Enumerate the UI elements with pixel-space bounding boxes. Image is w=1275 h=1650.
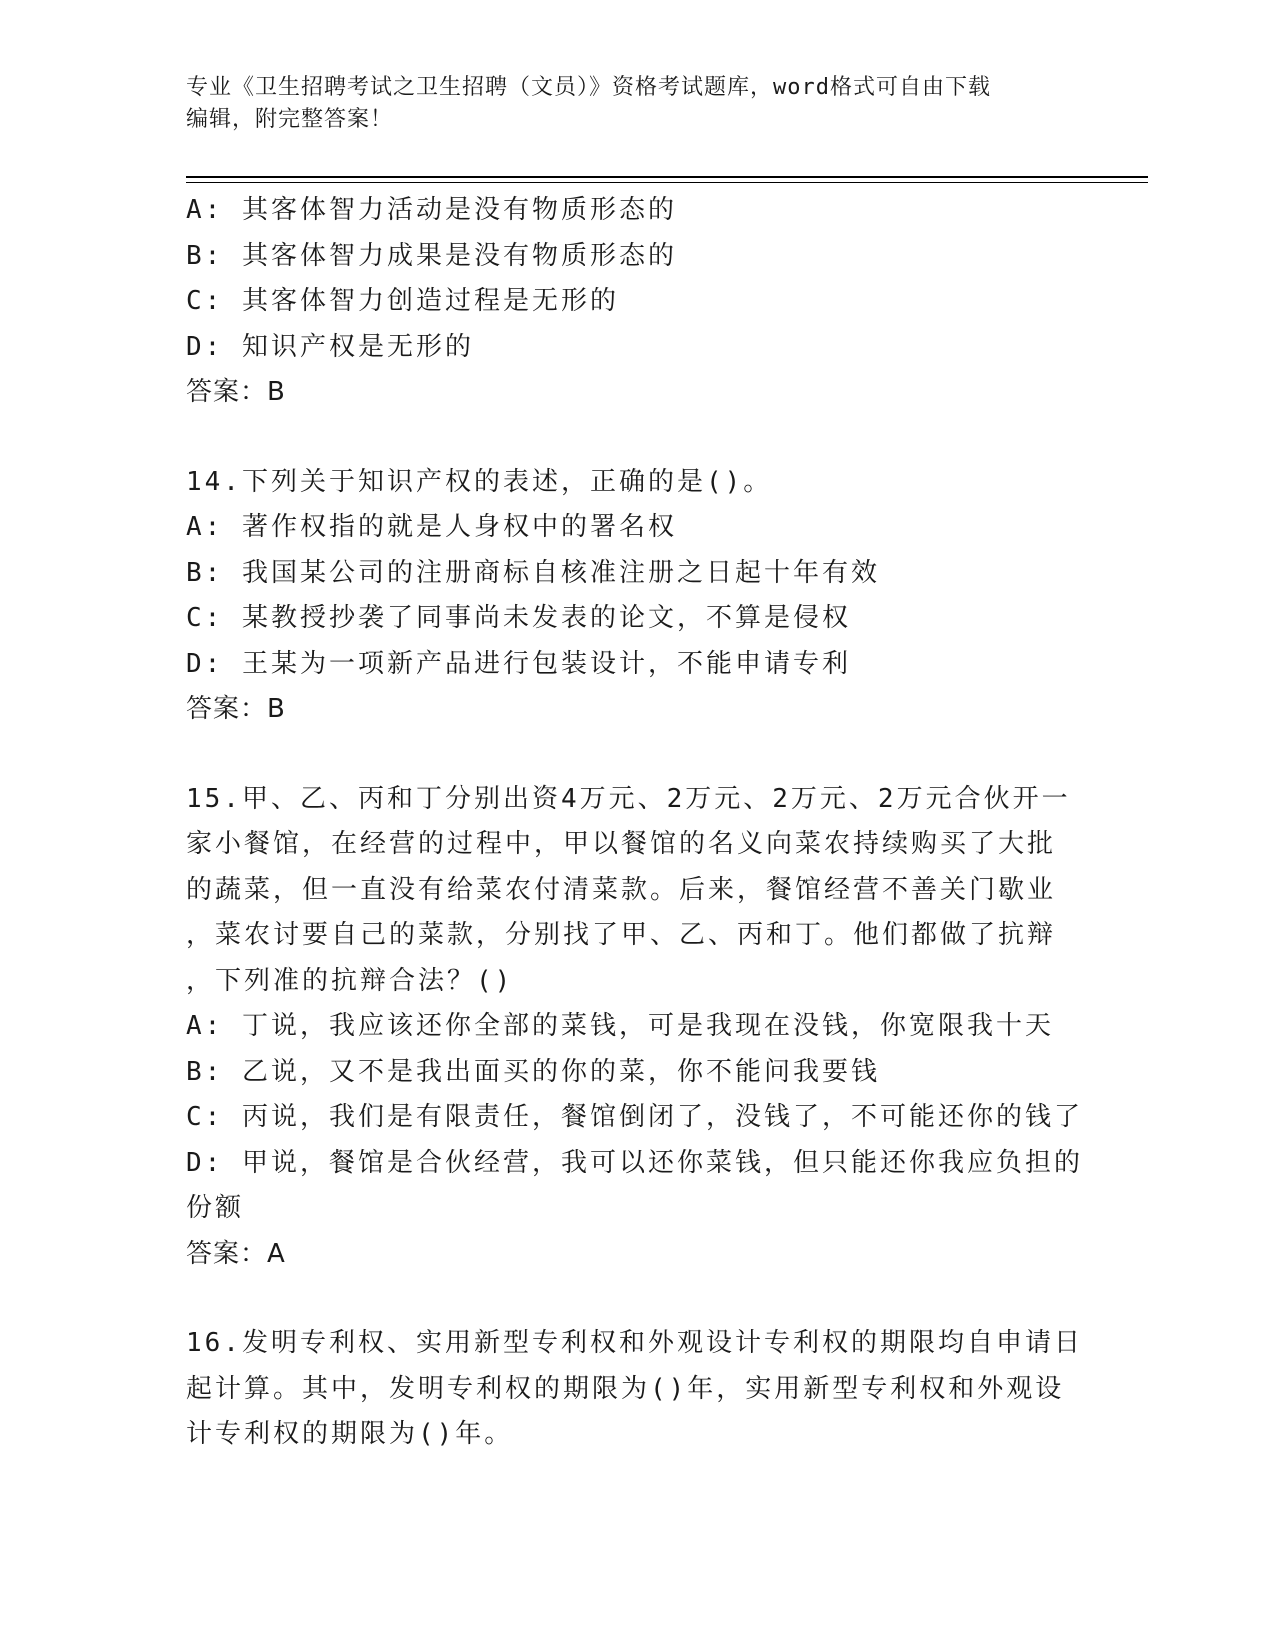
option-a: A: 丁说，我应该还你全部的菜钱，可是我现在没钱，你宽限我十天: [186, 1011, 1054, 1041]
option-c: C: 其客体智力创造过程是无形的: [186, 286, 619, 316]
header-line-1: 专业《卫生招聘考试之卫生招聘（文员）》资格考试题库，word格式可自由下载: [186, 75, 991, 100]
document-header: [186, 72, 1066, 136]
question-stem-line: ，下列准的抗辩合法？(): [186, 965, 514, 996]
question-stem-line: 的蔬菜，但一直没有给菜农付清菜款。后来，餐馆经营不善关门歇业: [186, 874, 1057, 905]
question-14: [186, 460, 1086, 733]
option-d-continued: 份额: [186, 1193, 245, 1223]
option-a: A: 其客体智力活动是没有物质形态的: [186, 195, 677, 225]
option-d: D: 王某为一项新产品进行包装设计，不能申请专利: [186, 648, 851, 679]
option-b: B: 乙说，又不是我出面买的你的菜，你不能问我要钱: [186, 1056, 880, 1087]
option-c: C: 丙说，我们是有限责任，餐馆倒闭了，没钱了，不可能还你的钱了: [186, 1102, 1083, 1132]
option-d: D: 甲说，餐馆是合伙经营，我可以还你菜钱，但只能还你我应负担的: [186, 1147, 1083, 1178]
option-b: B: 其客体智力成果是没有物质形态的: [186, 240, 677, 271]
question-content: [186, 188, 1086, 1458]
header-divider-thin: [186, 182, 1148, 183]
question-spacer: [186, 733, 1086, 777]
answer-line: 答案：B: [186, 377, 286, 407]
option-d: D: 知识产权是无形的: [186, 331, 474, 362]
answer-line: 答案：B: [186, 694, 286, 724]
question-stem: 14.下列关于知识产权的表述，正确的是()。: [186, 466, 773, 497]
question-stem-line: 计专利权的期限为()年。: [186, 1419, 514, 1449]
header-divider-thick: [186, 176, 1148, 178]
option-b: B: 我国某公司的注册商标自核准注册之日起十年有效: [186, 557, 880, 588]
header-line-2: 编辑，附完整答案！: [186, 107, 394, 132]
question-stem-line: 16.发明专利权、实用新型专利权和外观设计专利权的期限均自申请日: [186, 1328, 1083, 1358]
question-16: [186, 1321, 1086, 1458]
question-spacer: [186, 416, 1086, 460]
question-stem-line: 家小餐馆，在经营的过程中，甲以餐馆的名义向菜农持续购买了大批: [186, 829, 1057, 859]
question-stem-line: 起计算。其中，发明专利权的期限为()年，实用新型专利权和外观设: [186, 1373, 1065, 1404]
question-stem-line: 15.甲、乙、丙和丁分别出资4万元、2万元、2万元、2万元合伙开一: [186, 783, 1071, 814]
option-a: A: 著作权指的就是人身权中的署名权: [186, 512, 677, 542]
question-stem-line: ，菜农讨要自己的菜款，分别找了甲、乙、丙和丁。他们都做了抗辩: [186, 920, 1057, 950]
option-c: C: 某教授抄袭了同事尚未发表的论文，不算是侵权: [186, 603, 851, 633]
question-spacer: [186, 1277, 1086, 1321]
answer-line: 答案：A: [186, 1238, 286, 1269]
question-15: [186, 777, 1086, 1278]
question-13: [186, 188, 1086, 416]
